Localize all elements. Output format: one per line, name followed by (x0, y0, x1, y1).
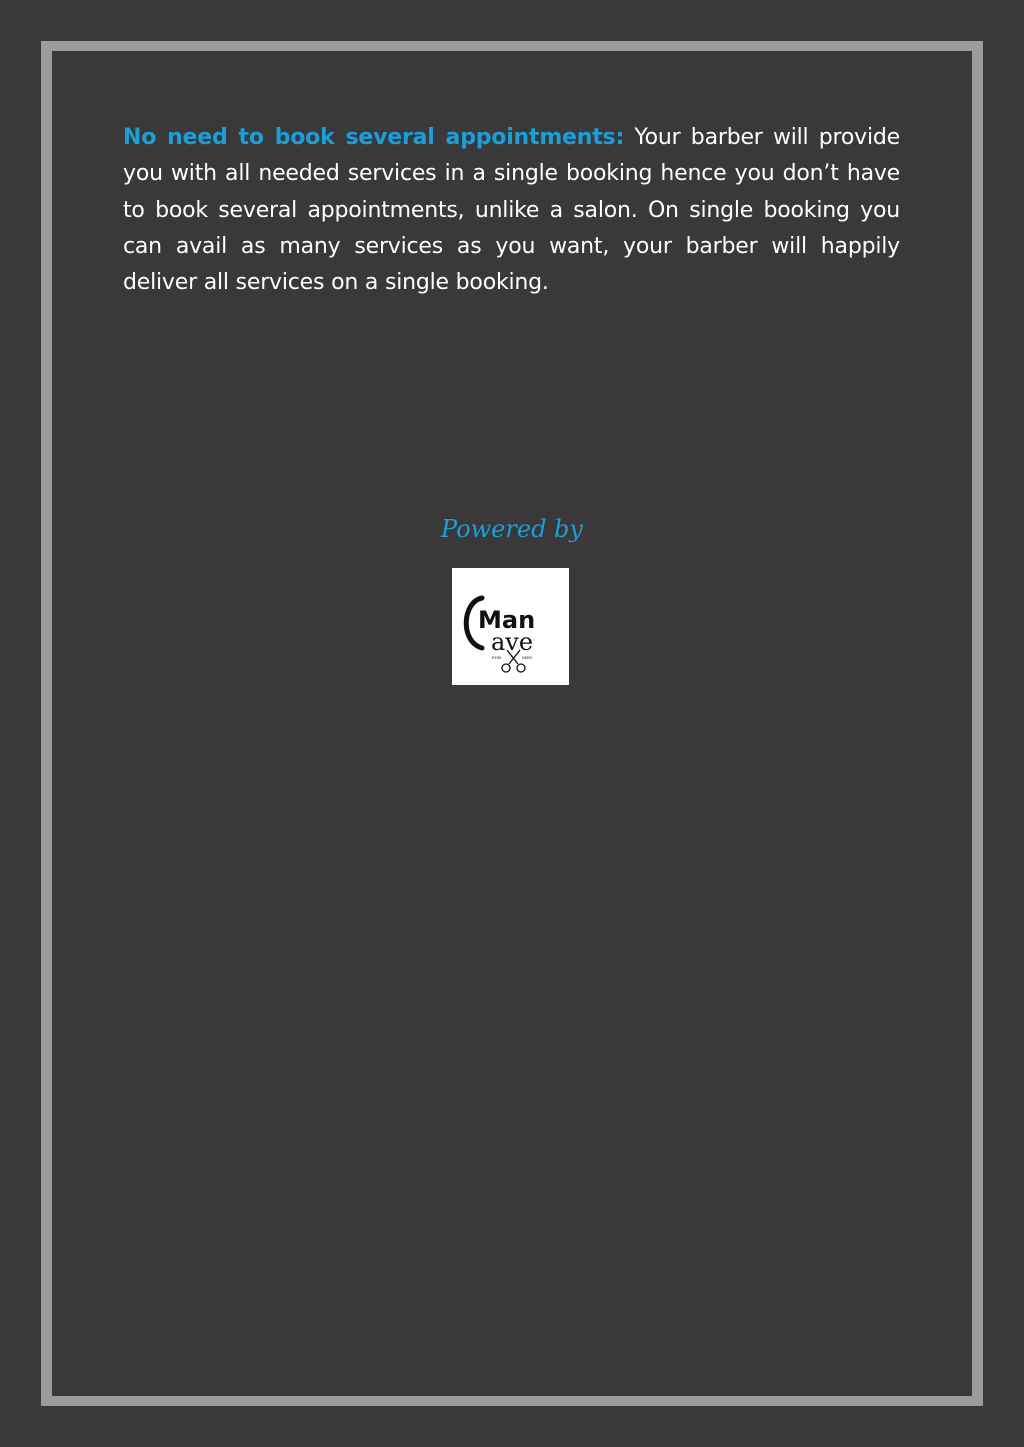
powered-by-label: Powered by (441, 515, 583, 543)
paragraph-text: Your barber will provide you with all needed services in a single booking hence you don’t have to book several appointments, unlike a salon. On single booking you can avail as many services as you want, your barber will happily deliver all services on a single booking. (123, 125, 900, 296)
man-cave-logo (452, 568, 569, 685)
logo-word-man: Man (478, 606, 536, 634)
logo-tag-for: FOR (492, 655, 502, 660)
body-paragraph (123, 120, 900, 301)
logo-graphic (452, 568, 569, 685)
logo-word-ave: ave (491, 628, 534, 656)
paragraph-lead: No need to book several appointments: (123, 125, 625, 150)
logo-tag-men: MEN (522, 655, 533, 660)
